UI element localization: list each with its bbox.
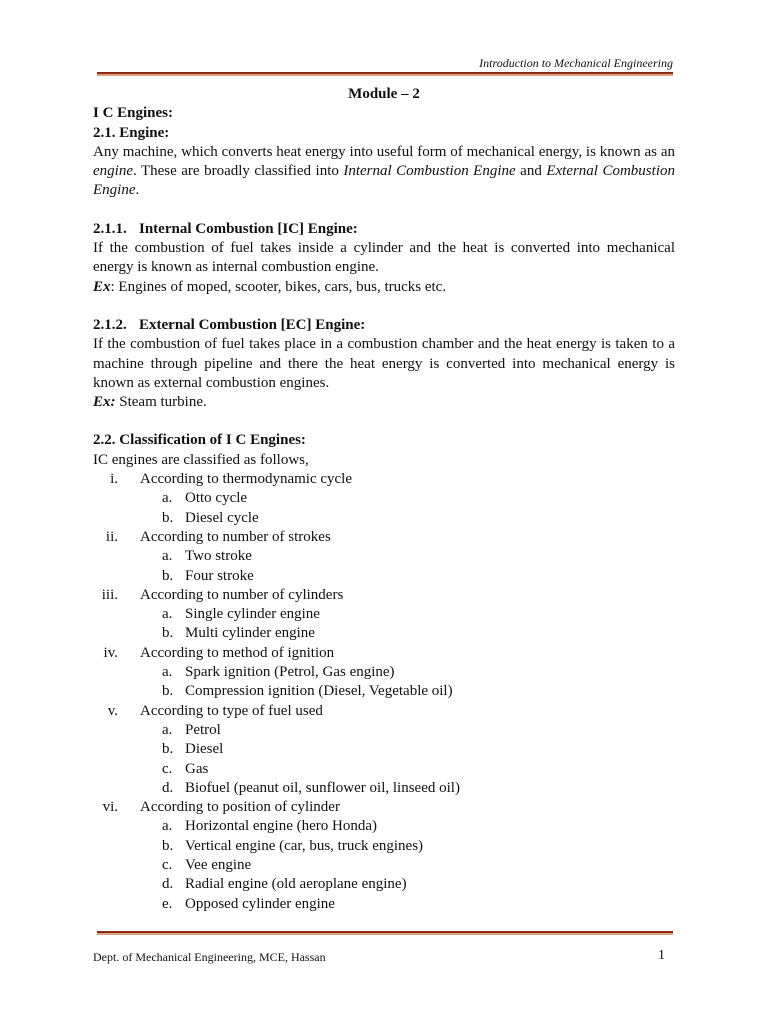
footer-dept: Dept. of Mechanical Engineering, MCE, Hassan [93,950,326,964]
sub-item-letter: a. [162,548,173,565]
sub-item [140,567,675,586]
sub-item [140,663,675,682]
chapter-title: I C Engines: [93,105,174,122]
sub-item-letter: b. [162,567,174,584]
section-title: Internal Combustion [IC] Engine: [139,220,358,237]
sub-list [140,605,675,644]
sub-item-text: Opposed cylinder engine [185,895,335,912]
sub-item [140,489,675,508]
section-number: 2.1.1. [93,220,127,237]
sub-item [140,779,675,798]
section-heading-2-1-2 [93,316,675,335]
section-title: External Combustion [EC] Engine: [139,316,366,333]
classification-item [93,470,675,528]
section-2-1-body [93,143,675,201]
section-2-1-1-example [93,278,675,297]
sub-item-text: Two stroke [185,548,252,565]
sub-item-letter: a. [162,664,173,681]
sub-item-letter: a. [162,606,173,623]
item-number: iii. [101,586,118,603]
item-text: According to position of cylinder [140,799,340,816]
text-run: . [135,182,140,199]
sub-list [140,489,675,528]
sub-item-letter: b. [162,625,174,642]
section-heading-2-1-1 [93,220,675,239]
sub-item-letter: a. [162,490,173,507]
item-text: According to number of cylinders [140,586,344,603]
sub-item-letter: d. [162,876,174,893]
classification-intro: IC engines are classified as follows, [93,451,309,468]
item-number: ii. [105,528,118,545]
sub-list [140,663,675,702]
sub-item [140,760,675,779]
item-text: According to method of ignition [140,644,335,661]
example-text: : Engines of moped, scooter, bikes, cars, bus, trucks etc. [110,278,447,295]
sub-item-text: Otto cycle [185,490,248,507]
classification-item [93,644,675,702]
term-engine: engine [93,163,133,180]
sub-item [140,817,675,836]
sub-item-text: Four stroke [185,567,254,584]
sub-item-letter: b. [162,741,174,758]
sub-item-text: Petrol [185,721,221,738]
term-ic-engine: Internal Combustion Engine [343,163,516,180]
sub-item-text: Gas [185,760,209,777]
sub-item [140,605,675,624]
sub-item [140,875,675,894]
sub-item-letter: a. [162,721,173,738]
sub-item-text: Single cylinder engine [185,606,320,623]
sub-item [140,509,675,528]
sub-item-text: Diesel [185,741,224,758]
sub-item-text: Spark ignition (Petrol, Gas engine) [185,664,395,681]
sub-item-letter: c. [162,760,173,777]
text-run: and [515,163,547,180]
sub-item-letter: b. [162,683,174,700]
sub-item [140,837,675,856]
sub-item-letter: e. [162,895,173,912]
section-number: 2.1.2. [93,316,127,333]
sub-list [140,721,675,798]
item-number: v. [107,702,118,719]
page-number: 1 [658,948,665,963]
section-heading-2-2: 2.2. Classification of I C Engines: [93,432,306,449]
text-run: Any machine, which converts heat energy into useful form of mechanical energy, is known as an [93,143,675,160]
sub-item-text: Radial engine (old aeroplane engine) [185,876,407,893]
item-text: According to thermodynamic cycle [140,471,353,488]
section-2-1-2-example [93,393,675,412]
section-2-1-1-body: If the combustion of fuel takes inside a cylinder and the heat is converted into mechanical energy is known as internal combustion engine. [93,240,675,276]
sub-item-text: Diesel cycle [185,509,259,526]
classification-item [93,702,675,798]
example-label: Ex [93,278,111,295]
sub-item-letter: c. [162,856,173,873]
sub-item-letter: a. [162,818,173,835]
sub-item [140,547,675,566]
sub-item-text: Vee engine [185,856,252,873]
term-ec-engine: External Combustion Engine [93,163,675,199]
sub-item-text: Compression ignition (Diesel, Vegetable oil) [185,683,453,700]
sub-item [140,895,675,914]
classification-item [93,528,675,586]
item-text: According to type of fuel used [140,702,323,719]
sub-item [140,856,675,875]
classification-item [93,586,675,644]
item-number: iv. [103,644,118,661]
example-label: Ex: [93,394,116,411]
classification-item [93,798,675,914]
item-text: According to number of strokes [140,528,331,545]
classification-list [93,470,675,914]
item-number: vi. [102,799,118,816]
sub-list [140,817,675,913]
sub-item [140,624,675,643]
sub-item-text: Horizontal engine (hero Honda) [185,818,378,835]
sub-item-letter: d. [162,779,174,796]
item-number: i. [110,471,118,488]
footer-rule [97,931,673,935]
module-title: Module – 2 [348,86,420,102]
page-content [93,85,675,914]
example-text: Steam turbine. [115,394,207,411]
sub-item [140,740,675,759]
sub-item-letter: b. [162,837,174,854]
header-rule [97,72,673,76]
sub-item-text: Multi cylinder engine [185,625,315,642]
sub-item-letter: b. [162,509,174,526]
sub-item [140,682,675,701]
section-heading-2-1: 2.1. Engine: [93,124,170,141]
text-run: . These are broadly classified into [132,163,344,180]
sub-list [140,547,675,586]
running-head: Introduction to Mechanical Engineering [479,56,673,70]
sub-item [140,721,675,740]
section-2-1-2-body: If the combustion of fuel takes place in a combustion chamber and the heat energy is taken to a machine through pipeline and there the heat energy is converted into mechanical energy is known as external combustion engines. [93,336,675,391]
sub-item-text: Vertical engine (car, bus, truck engines) [185,837,424,854]
sub-item-text: Biofuel (peanut oil, sunflower oil, linseed oil) [185,779,460,796]
